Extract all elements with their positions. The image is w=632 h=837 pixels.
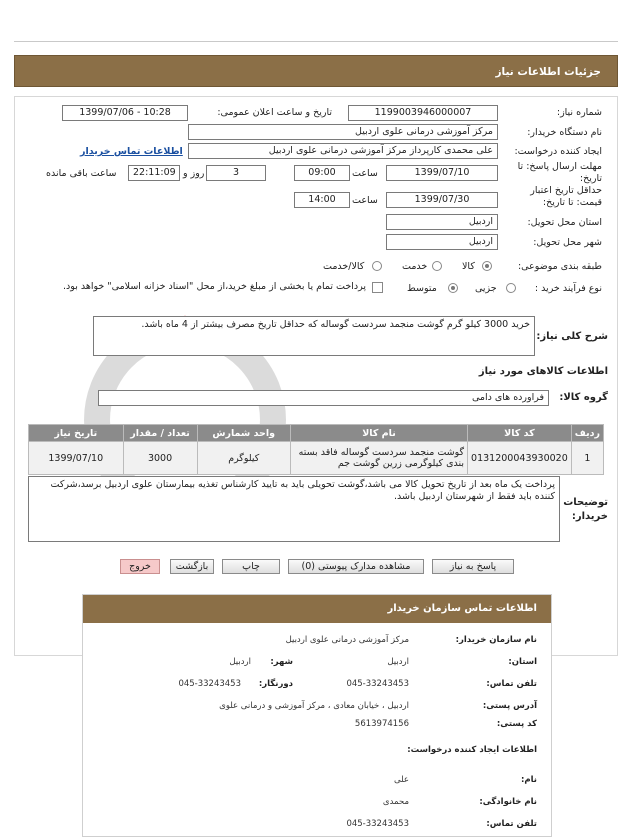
creator-last-name-label: نام خانوادگی: (479, 797, 537, 807)
cell-unit: کیلوگرم (197, 442, 290, 475)
category-option-service: خدمت (402, 261, 428, 272)
cell-name: گوشت منجمد سردست گوساله فاقد بسته بندی کیلوگرمی زرین گوشت جم (290, 442, 467, 475)
treasury-payment-note: پرداخت تمام یا بخشی از مبلغ خرید،از محل "اسناد خزانه اسلامی" خواهد بود. (63, 281, 366, 292)
buyer-notes-label: توضیحات خریدار: (563, 497, 608, 522)
cell-need-date: 1399/07/10 (29, 442, 124, 475)
top-divider (14, 41, 618, 42)
category-option-goods: کالا (462, 261, 475, 272)
col-name: نام کالا (290, 425, 467, 442)
summary-label: شرح کلی نیاز: (536, 331, 608, 342)
buyer-contact-link[interactable]: اطلاعات تماس خریدار (80, 146, 183, 157)
price-validity-date: 1399/07/30 (386, 192, 498, 208)
treasury-payment-checkbox[interactable] (372, 282, 383, 293)
category-label: طبقه بندی موضوعی: (517, 261, 602, 272)
category-option-both: کالا/خدمت (323, 261, 365, 272)
contact-phone-value: 045-33243453 (346, 679, 409, 689)
reply-deadline-date: 1399/07/10 (386, 165, 498, 181)
page-title: جزئیات اطلاعات نیاز (495, 66, 601, 78)
back-button[interactable]: بازگشت (170, 559, 214, 574)
announce-date-label: تاریخ و ساعت اعلان عمومی: (217, 107, 332, 118)
col-unit: واحد شمارش (197, 425, 290, 442)
contact-org-label: نام سازمان خریدار: (455, 635, 537, 645)
reply-button[interactable]: پاسخ به نیاز (432, 559, 514, 574)
reply-days-field: 3 (206, 165, 266, 181)
category-radio-both[interactable] (372, 261, 382, 271)
summary-textarea: خرید 3000 کیلو گرم گوشت منجمد سردست گوساله که حداقل تاریخ مصرف بیشتر از 4 ماه باشد. (93, 316, 535, 356)
page-header (14, 55, 618, 87)
contact-address-value: اردبیل ، خیابان معادی ، مرکز آموزشی و درمانی علوی (219, 701, 409, 711)
contact-city-label: شهر: (270, 657, 293, 667)
reply-deadline-label: مهلت ارسال پاسخ: تا تاریخ: (517, 161, 602, 184)
price-validity-time-label: ساعت (352, 195, 378, 206)
contact-city-value: اردبیل (229, 657, 251, 667)
cell-row: 1 (571, 442, 603, 475)
requester-label: ایجاد کننده درخواست: (514, 146, 602, 157)
contact-province-value: اردبیل (387, 657, 409, 667)
contact-org-value: مرکز آموزشی درمانی علوی اردبیل (285, 635, 409, 645)
price-validity-label: حداقل تاریخ اعتبار قیمت: تا تاریخ: (530, 185, 602, 208)
items-table (28, 424, 604, 475)
buyer-notes-textarea: پرداخت یک ماه بعد از تاریخ تحویل کالا می باشد،گوشت تحویلی باید به تایید کارشناس تغذیه بیمارستان علوی اردبیل برسد،شرکت کننده باید فقط از شهرستان اردبیل باشد. (28, 476, 560, 542)
announce-date-field: 1399/07/06 - 10:28 (62, 105, 188, 121)
contact-address-label: آدرس پستی: (482, 701, 537, 711)
city-field: اردبیل (386, 234, 498, 250)
goods-info-title: اطلاعات کالاهای مورد نیاز (478, 366, 608, 377)
col-qty: تعداد / مقدار (123, 425, 197, 442)
creator-phone-value: 045-33243453 (346, 819, 409, 829)
process-radio-medium[interactable] (448, 283, 458, 293)
province-label: استان محل تحویل: (527, 217, 602, 228)
reply-time-label: ساعت (352, 168, 378, 179)
buyer-org-field: مرکز آموزشی درمانی علوی اردبیل (188, 124, 498, 140)
items-table-header (29, 425, 604, 442)
reply-time-field: 09:00 (294, 165, 350, 181)
col-row: ردیف (571, 425, 603, 442)
process-radio-minor[interactable] (506, 283, 516, 293)
process-label: نوع فرآیند خرید : (534, 283, 602, 294)
goods-group-label: گروه کالا: (559, 392, 608, 403)
need-number-field: 1199003946000007 (348, 105, 498, 121)
goods-group-field: فراورده های دامی (98, 390, 549, 406)
table-row (29, 442, 604, 475)
cell-qty: 3000 (123, 442, 197, 475)
price-validity-time: 14:00 (294, 192, 350, 208)
category-radio-service[interactable] (432, 261, 442, 271)
creator-first-name-label: نام: (520, 775, 537, 785)
cell-code: 0131200043930020 (468, 442, 572, 475)
process-option-minor: جزیی (475, 283, 497, 294)
remaining-time-field: 22:11:09 (128, 165, 180, 181)
category-radio-goods[interactable] (482, 261, 492, 271)
col-need-date: تاریخ نیاز (29, 425, 124, 442)
remaining-time-label: ساعت باقی مانده (46, 168, 117, 179)
contact-postal-value: 5613974156 (354, 719, 409, 729)
contact-fax-value: 045-33243453 (178, 679, 241, 689)
requester-field: علی محمدی کارپرداز مرکز آموزشی درمانی علوی اردبیل (188, 143, 498, 159)
contact-province-label: استان: (508, 657, 537, 667)
creator-last-name-value: محمدی (382, 797, 409, 807)
process-option-medium: متوسط (407, 283, 437, 294)
contact-phone-label: تلفن تماس: (486, 679, 537, 689)
col-code: کد کالا (468, 425, 572, 442)
buyer-contact-card (82, 594, 552, 837)
print-button[interactable]: چاپ (222, 559, 280, 574)
contact-postal-label: کد پستی: (496, 719, 537, 729)
exit-button[interactable]: خروج (120, 559, 160, 574)
need-number-label: شماره نیاز: (556, 107, 602, 118)
creator-info-title: اطلاعات ایجاد کننده درخواست: (407, 745, 537, 755)
contact-card-header (83, 595, 551, 623)
reply-days-label: روز و (183, 168, 205, 179)
province-field: اردبیل (386, 214, 498, 230)
creator-first-name-value: علی (394, 775, 409, 785)
attachments-button[interactable]: مشاهده مدارک پیوستی (0) (288, 559, 424, 574)
creator-phone-label: تلفن تماس: (486, 819, 537, 829)
contact-fax-label: دورنگار: (258, 679, 293, 689)
buyer-org-label: نام دستگاه خریدار: (527, 127, 602, 138)
city-label: شهر محل تحویل: (533, 237, 602, 248)
contact-card-title: اطلاعات تماس سازمان خریدار (387, 603, 537, 614)
